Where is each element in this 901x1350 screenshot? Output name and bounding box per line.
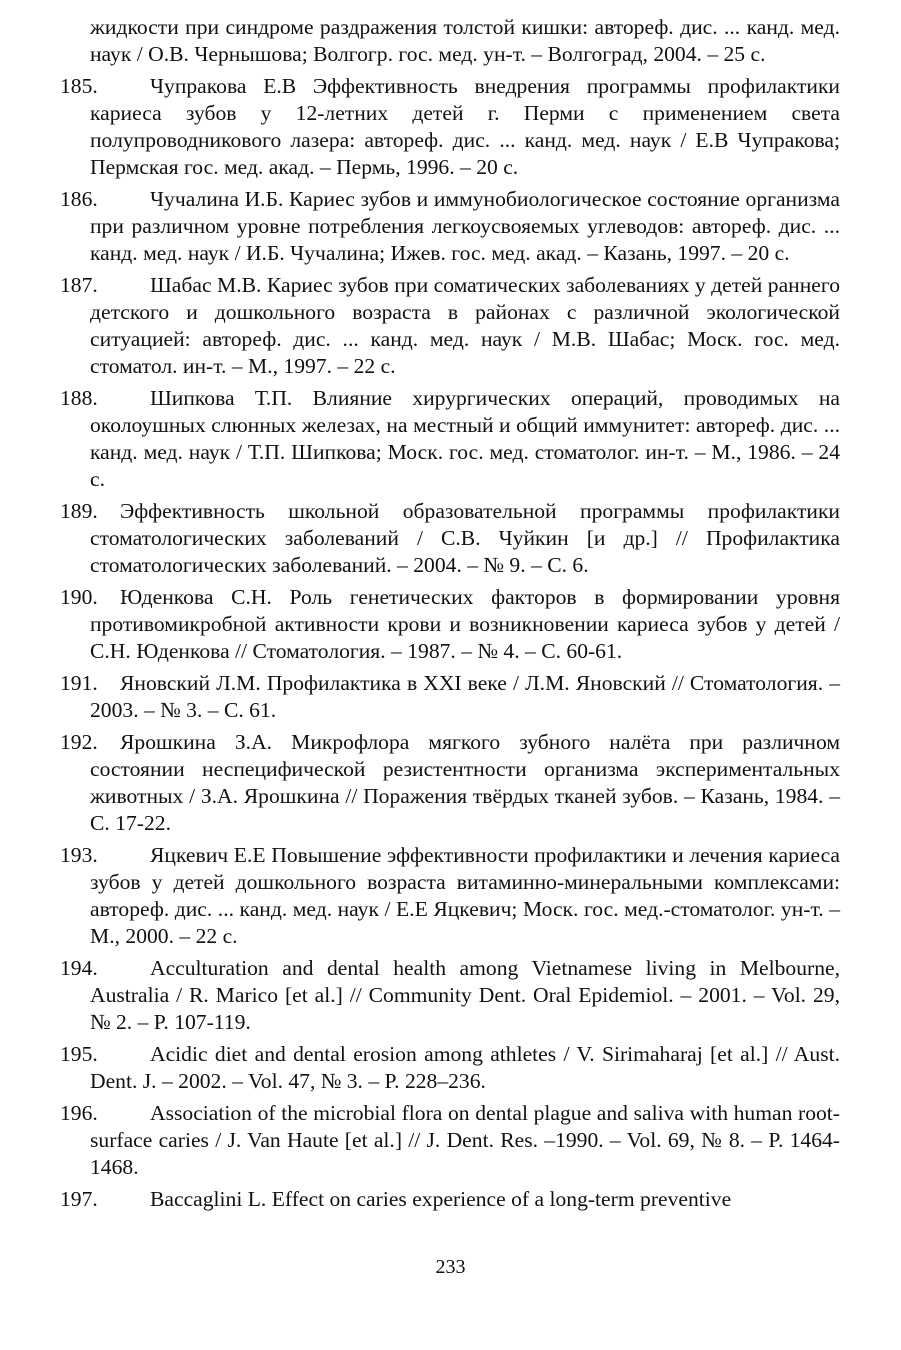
- reference-text: Эффективность школьной образовательной программы профилактики стоматологических заболеваний / С.В. Чуйкин [и др.] // Профилактика стоматологических заболеваний. – 2004. – № 9. – С. 6.: [90, 499, 840, 577]
- reference-list: [60, 14, 840, 1218]
- reference-text: Шипкова Т.П. Влияние хирургических операций, проводимых на околоушных слюнных железах, на местный и общий иммунитет: автореф. дис. ... канд. мед. наук / Т.П. Шипкова; Моск. гос. мед. стоматолог. ин-т. – М., 1986. – 24 с.: [90, 386, 840, 491]
- reference-text: Acidic diet and dental erosion among athletes / V. Sirimaharaj [et al.] // Aust. Dent. J. – 2002. – Vol. 47, № 3. – P. 228–236.: [90, 1042, 840, 1093]
- reference-189: [60, 498, 840, 579]
- reference-text: Юденкова С.Н. Роль генетических факторов в формировании уровня противомикробной активности крови и возникновении кариеса зубов у детей / С.Н. Юденкова // Стоматология. – 1987. – № 4. – С. 60-61.: [90, 585, 840, 663]
- reference-number: 192.: [60, 730, 98, 754]
- reference-number: 188.: [60, 386, 98, 410]
- reference-text: Яновский Л.М. Профилактика в XXI веке / Л.М. Яновский // Стоматология. – 2003. – № 3. – С. 61.: [90, 671, 840, 722]
- reference-text: Acculturation and dental health among Vietnamese living in Melbourne, Australia / R. Marico [et al.] // Community Dent. Oral Epidemiol. – 2001. – Vol. 29, № 2. – P. 107-119.: [90, 956, 840, 1034]
- reference-197: [60, 1186, 840, 1213]
- reference-185: [60, 73, 840, 181]
- reference-number: 186.: [60, 187, 98, 211]
- reference-188: [60, 385, 840, 493]
- reference-192: [60, 729, 840, 837]
- reference-text: Чупракова Е.В Эффективность внедрения программы профилактики кариеса зубов у 12-летних детей г. Перми с применением света полупроводникового лазера: автореф. дис. ... канд. мед. наук / Е.В Чупракова; Пермская гос. мед. акад. – Пермь, 1996. – 20 с.: [90, 74, 840, 179]
- reference-text: Шабас М.В. Кариес зубов при соматических заболеваниях у детей раннего детского и дошкольного возраста в районах с различной экологической ситуацией: автореф. дис. ... канд. мед. наук / М.В. Шабас; Моск. гос. мед. стоматол. ин-т. – М., 1997. – 22 с.: [90, 273, 840, 378]
- reference-187: [60, 272, 840, 380]
- reference-number: 195.: [60, 1042, 98, 1066]
- reference-195: [60, 1041, 840, 1095]
- reference-text: Ярошкина З.А. Микрофлора мягкого зубного налёта при различном состоянии неспецифической резистентности организма экспериментальных животных / З.А. Ярошкина // Поражения твёрдых тканей зубов. – Казань, 1984. – С. 17-22.: [90, 730, 840, 835]
- reference-193: [60, 842, 840, 950]
- reference-number: 194.: [60, 956, 98, 980]
- reference-190: [60, 584, 840, 665]
- reference-number: 191.: [60, 671, 98, 695]
- reference-number: 197.: [60, 1187, 98, 1211]
- reference-text: Baccaglini L. Effect on caries experience of a long-term preventive: [150, 1187, 732, 1211]
- reference-186: [60, 186, 840, 267]
- reference-continuation: жидкости при синдроме раздражения толстой кишки: автореф. дис. ... канд. мед. наук / О.В. Чернышова; Волгогр. гос. мед. ун-т. – Волгоград, 2004. – 25 с.: [90, 15, 840, 66]
- reference-number: 185.: [60, 74, 98, 98]
- page-number: 233: [435, 1256, 466, 1278]
- reference-194: [60, 955, 840, 1036]
- reference-text: Чучалина И.Б. Кариес зубов и иммунобиологическое состояние организма при различном уровне потребления легкоусвояемых углеводов: автореф. дис. ... канд. мед. наук / И.Б. Чучалина; Ижев. гос. мед. акад. – Казань, 1997. – 20 с.: [90, 187, 840, 265]
- reference-number: 196.: [60, 1101, 98, 1125]
- reference-number: 193.: [60, 843, 98, 867]
- reference-191: [60, 670, 840, 724]
- reference-number: 187.: [60, 273, 98, 297]
- reference-number: 189.: [60, 499, 98, 523]
- reference-196: [60, 1100, 840, 1181]
- reference-text: Association of the microbial flora on dental plague and saliva with human root-surface caries / J. Van Haute [et al.] // J. Dent. Res. –1990. – Vol. 69, № 8. – P. 1464-1468.: [90, 1101, 840, 1179]
- reference-number: 190.: [60, 585, 98, 609]
- reference-text: Яцкевич Е.Е Повышение эффективности профилактики и лечения кариеса зубов у детей дошкольного возраста витаминно-минеральными комплексами: автореф. дис. ... канд. мед. наук / Е.Е Яцкевич; Моск. гос. мед.-стоматолог. ун-т. – М., 2000. – 22 с.: [90, 843, 840, 948]
